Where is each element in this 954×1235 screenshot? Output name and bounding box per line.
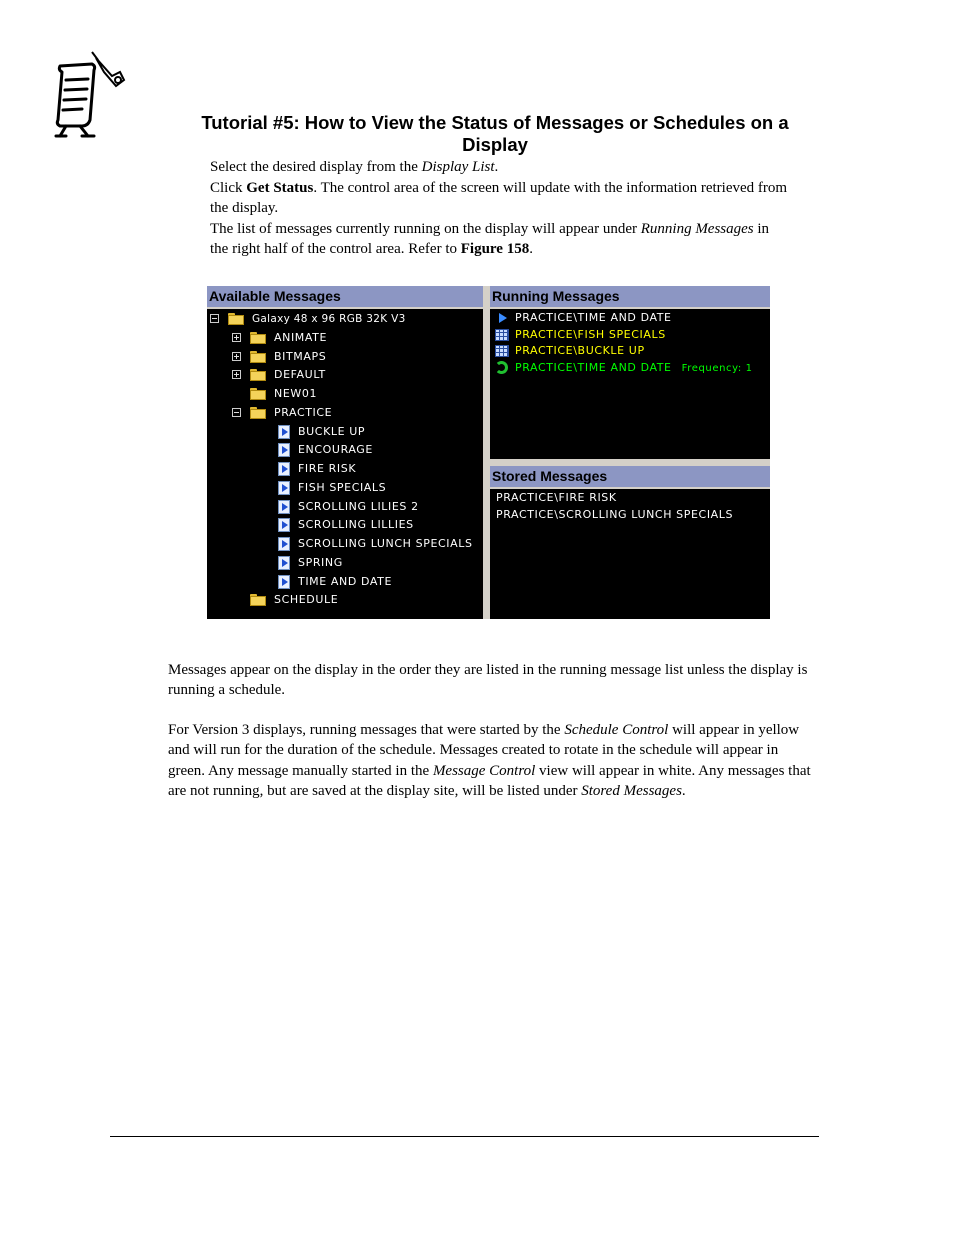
folder-icon bbox=[250, 594, 266, 606]
footer-rule bbox=[110, 1136, 819, 1137]
step-3: The list of messages currently running on the display will appear under Running Messages in the right half of the control area. Refer to Figure 158. bbox=[210, 220, 770, 257]
running-messages-list[interactable] bbox=[490, 309, 770, 459]
running-message-row[interactable] bbox=[490, 342, 770, 360]
paragraph-message-order bbox=[168, 660, 814, 701]
collapse-minus-icon[interactable] bbox=[210, 314, 219, 323]
folder-icon bbox=[250, 407, 266, 419]
stored-messages-header: Stored Messages bbox=[490, 466, 770, 487]
tree-message-item[interactable] bbox=[207, 498, 483, 516]
available-messages-header: Available Messages bbox=[207, 286, 483, 307]
message-file-icon bbox=[278, 481, 290, 495]
stored-message-row[interactable]: PRACTICE\SCROLLING LUNCH SPECIALS bbox=[496, 507, 734, 521]
folder-icon bbox=[250, 369, 266, 381]
tree-item-label: Galaxy 48 x 96 RGB 32K V3 bbox=[252, 313, 406, 325]
running-message-label: PRACTICE\TIME AND DATE Frequency: 1 bbox=[515, 360, 753, 374]
tree-message-item[interactable] bbox=[207, 554, 483, 572]
heading-line-1: Tutorial #5: How to View the Status of Messages or Schedules on a bbox=[201, 112, 789, 133]
tree-item-label: SCROLLING LILLIES bbox=[298, 518, 414, 532]
stored-messages-list[interactable] bbox=[490, 489, 770, 619]
running-message-row[interactable] bbox=[490, 309, 770, 327]
available-messages-tree[interactable] bbox=[207, 309, 483, 619]
tree-folder-item[interactable] bbox=[207, 329, 483, 347]
tree-item-label: NEW01 bbox=[274, 387, 318, 400]
paragraph-text: Messages appear on the display in the order they are listed in the running message list unless the display is running a schedule. bbox=[168, 662, 808, 699]
tree-message-item[interactable] bbox=[207, 441, 483, 459]
get-status-term: Get Status bbox=[246, 179, 314, 196]
expand-plus-icon[interactable] bbox=[232, 352, 241, 361]
paragraph-text: For Version 3 displays, running messages that were started by the bbox=[168, 722, 565, 738]
message-file-icon bbox=[278, 425, 290, 439]
message-file-icon bbox=[278, 556, 290, 570]
tree-item-label: SCHEDULE bbox=[274, 593, 339, 607]
tree-item-label: SCROLLING LUNCH SPECIALS bbox=[298, 537, 473, 550]
running-messages-term: Running Messages bbox=[640, 220, 754, 237]
display-list-term: Display List bbox=[421, 159, 495, 175]
rotate-icon bbox=[495, 361, 508, 374]
tree-message-item[interactable] bbox=[207, 460, 483, 478]
tree-item-label: SPRING bbox=[298, 555, 343, 569]
tree-item-label: FISH SPECIALS bbox=[298, 480, 387, 494]
tree-folder-item[interactable] bbox=[207, 366, 483, 384]
stored-message-row[interactable]: PRACTICE\FIRE RISK bbox=[496, 491, 617, 504]
tree-item-label: TIME AND DATE bbox=[298, 574, 393, 588]
paragraph-text: . bbox=[681, 782, 686, 799]
tree-folder-item[interactable] bbox=[207, 385, 483, 403]
tree-item-label: BITMAPS bbox=[274, 349, 327, 363]
tree-message-item[interactable] bbox=[207, 423, 483, 441]
schedule-grid-icon bbox=[495, 329, 509, 341]
folder-icon bbox=[250, 351, 266, 363]
tree-message-item[interactable] bbox=[207, 516, 483, 534]
paragraph-message-colors bbox=[168, 720, 814, 801]
paragraph-text: view will appear in white. Any messages that are not running, but are saved at the display site, will be listed under bbox=[168, 762, 811, 799]
running-messages-header: Running Messages bbox=[490, 286, 770, 307]
tree-item-label: FIRE RISK bbox=[298, 462, 357, 475]
running-message-label: PRACTICE\BUCKLE UP bbox=[515, 344, 645, 357]
running-message-row[interactable] bbox=[490, 326, 770, 344]
tree-folder-item[interactable] bbox=[207, 591, 483, 609]
message-file-icon bbox=[278, 443, 290, 457]
tree-item-label: PRACTICE bbox=[274, 405, 333, 419]
rotation-frequency: Frequency: 1 bbox=[681, 362, 753, 374]
tree-item-label: DEFAULT bbox=[274, 368, 326, 382]
message-file-icon bbox=[278, 575, 290, 589]
emphasized-term: Schedule Control bbox=[564, 722, 669, 738]
expand-plus-icon[interactable] bbox=[232, 370, 241, 379]
tree-message-item[interactable] bbox=[207, 535, 483, 553]
paragraph-text: will appear in yellow and will run for the duration of the schedule. Messages created to rotate in the schedule will appear in green. Any message manually started in the bbox=[168, 722, 800, 779]
figure-reference: Figure 158 bbox=[460, 241, 530, 257]
tree-item-label: ANIMATE bbox=[274, 330, 328, 344]
tree-folder-item[interactable] bbox=[207, 348, 483, 366]
collapse-minus-icon[interactable] bbox=[232, 408, 241, 417]
tutorial-scroll-icon bbox=[52, 50, 128, 140]
tree-item-label: BUCKLE UP bbox=[298, 424, 366, 438]
step-2: Click Get Status. The control area of the screen will update with the information retrieved from the display. bbox=[210, 179, 788, 216]
expand-plus-icon[interactable] bbox=[232, 333, 241, 342]
folder-icon bbox=[250, 332, 266, 344]
step-1: Select the desired display from the Display List. bbox=[210, 159, 499, 175]
emphasized-term: Message Control bbox=[432, 762, 536, 779]
status-screenshot-figure bbox=[207, 286, 770, 619]
tree-folder-item[interactable] bbox=[207, 404, 483, 422]
message-file-icon bbox=[278, 500, 290, 514]
tree-item-label: SCROLLING LILIES 2 bbox=[298, 499, 419, 513]
heading-line-2: Display bbox=[462, 134, 528, 155]
running-message-label: PRACTICE\TIME AND DATE bbox=[515, 311, 672, 324]
schedule-grid-icon bbox=[495, 345, 509, 357]
running-message-row[interactable] bbox=[490, 359, 770, 377]
running-message-label: PRACTICE\FISH SPECIALS bbox=[515, 327, 666, 341]
folder-icon bbox=[228, 313, 244, 325]
message-file-icon bbox=[278, 537, 290, 551]
tree-item-label: ENCOURAGE bbox=[298, 443, 373, 457]
folder-icon bbox=[250, 388, 266, 400]
tutorial-heading bbox=[170, 112, 820, 156]
play-icon bbox=[499, 313, 507, 323]
message-file-icon bbox=[278, 462, 290, 476]
tree-message-item[interactable] bbox=[207, 479, 483, 497]
tree-folder-item[interactable] bbox=[207, 310, 483, 328]
message-file-icon bbox=[278, 518, 290, 532]
tree-message-item[interactable] bbox=[207, 573, 483, 591]
instruction-steps bbox=[210, 157, 790, 260]
emphasized-term: Stored Messages bbox=[581, 782, 682, 799]
